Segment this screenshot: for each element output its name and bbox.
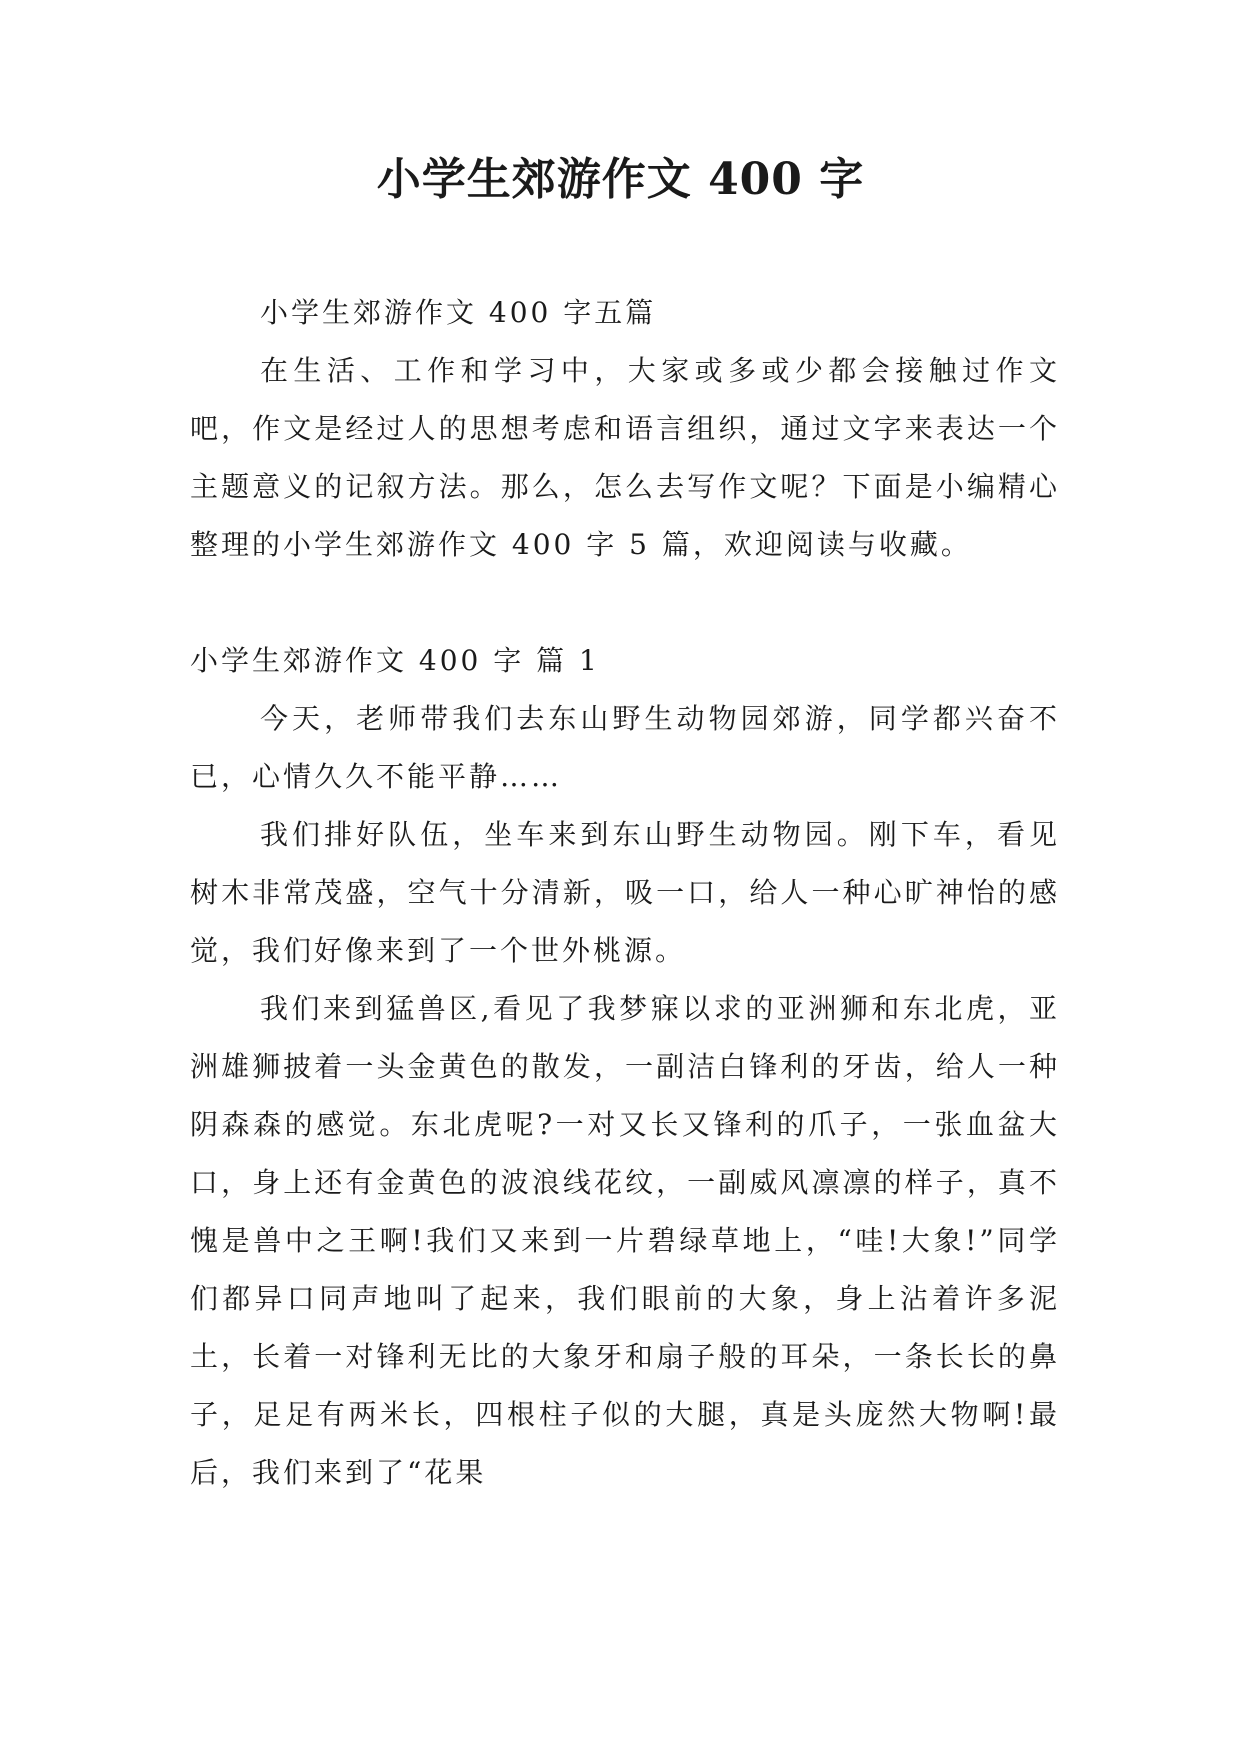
- body-paragraph: 我们来到猛兽区,看见了我梦寐以求的亚洲狮和东北虎，亚洲雄狮披着一头金黄色的散发，一副洁白锋利的牙齿，给人一种阴森森的感觉。东北虎呢?一对又长又锋利的爪子，一张血盆大口，身上还有金黄色的波浪线花纹，一副威风凛凛的样子，真不愧是兽中之王啊!我们又来到一片碧绿草地上，“哇!大象!”同学们都异口同声地叫了起来，我们眼前的大象，身上沾着许多泥土，长着一对锋利无比的大象牙和扇子般的耳朵，一条长长的鼻子，足足有两米长，四根柱子似的大腿，真是头庞然大物啊!最后，我们来到了“花果: [190, 992, 1060, 1489]
- body-paragraph: 我们排好队伍，坐车来到东山野生动物园。刚下车，看见树木非常茂盛，空气十分清新，吸一口，给人一种心旷神怡的感觉，我们好像来到了一个世外桃源。: [190, 818, 1060, 967]
- intro-paragraph: 在生活、工作和学习中，大家或多或少都会接触过作文吧，作文是经过人的思想考虑和语言组织，通过文字来表达一个主题意义的记叙方法。那么，怎么去写作文呢？下面是小编精心整理的小学生郊游作文 400 字 5 篇，欢迎阅读与收藏。: [190, 354, 1060, 561]
- document-body: [190, 284, 1060, 1502]
- subtitle: 小学生郊游作文 400 字五篇: [260, 296, 657, 329]
- document-title: 小学生郊游作文 400 字: [376, 154, 865, 205]
- section-heading: 小学生郊游作文 400 字 篇 1: [190, 644, 600, 677]
- section-spacer: [190, 574, 1060, 632]
- body-paragraph: 今天，老师带我们去东山野生动物园郊游，同学都兴奋不已，心情久久不能平静……: [190, 702, 1060, 793]
